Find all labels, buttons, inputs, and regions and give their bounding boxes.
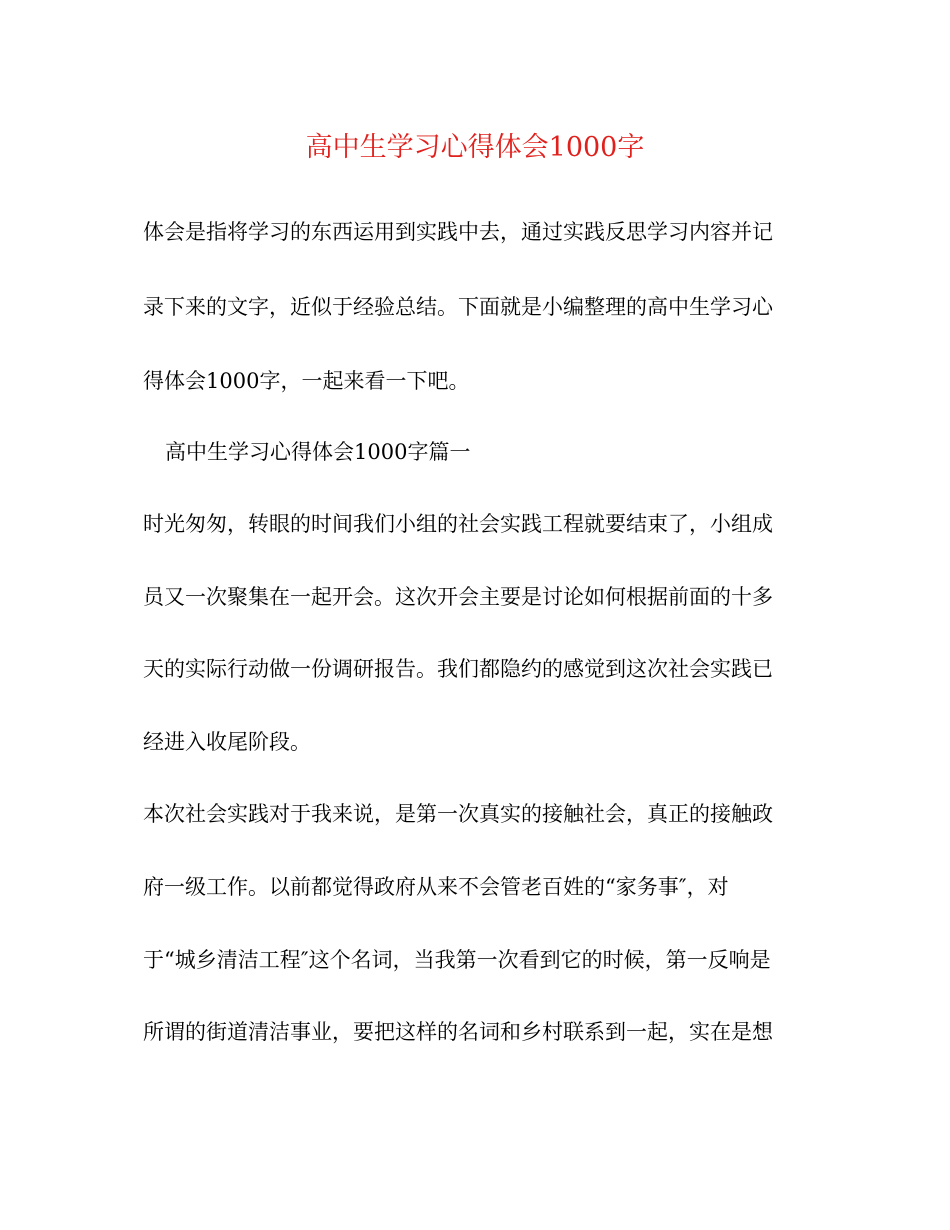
paragraph-line: 天的实际行动做一份调研报告。我们都隐约的感觉到这次社会实践已 [143, 657, 773, 681]
paragraph-line: 员又一次聚集在一起开会。这次开会主要是讨论如何根据前面的十多 [143, 585, 773, 609]
paragraph-line: 所谓的街道清洁事业，要把这样的名词和乡村联系到一起，实在是想 [143, 1020, 773, 1044]
document-title: 高中生学习心得体会1000字 [305, 132, 645, 163]
paragraph-line: 体会是指将学习的东西运用到实践中去，通过实践反思学习内容并记 [143, 220, 773, 244]
paragraph-line: 本次社会实践对于我来说，是第一次真实的接触社会，真正的接触政 [143, 802, 773, 826]
paragraph-line: 录下来的文字，近似于经验总结。下面就是小编整理的高中生学习心 [143, 295, 773, 319]
section-heading: 高中生学习心得体会1000字篇一 [165, 440, 471, 464]
paragraph-line: 府一级工作。以前都觉得政府从来不会管老百姓的“家务事″，对 [143, 875, 729, 899]
paragraph-line: 经进入收尾阶段。 [143, 730, 311, 754]
paragraph-line: 得体会1000字，一起来看一下吧。 [143, 369, 470, 393]
paragraph-line: 时光匆匆，转眼的时间我们小组的社会实践工程就要结束了，小组成 [143, 512, 773, 536]
paragraph-line: 于“城乡清洁工程″这个名词，当我第一次看到它的时候，第一反响是 [143, 948, 771, 972]
